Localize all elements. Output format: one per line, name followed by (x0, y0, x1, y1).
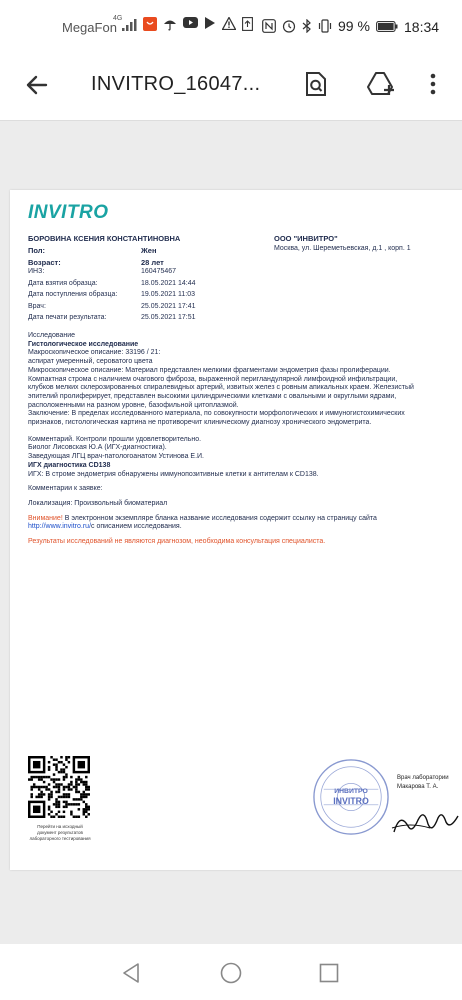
bluetooth-icon (302, 19, 312, 33)
study-line: Макроскопическое описание: 33196 / 21: (28, 349, 161, 357)
attention-line (28, 515, 458, 524)
vibrate-icon (318, 19, 332, 33)
add-to-drive-button[interactable] (363, 66, 399, 102)
nfc-icon (262, 19, 276, 33)
search-document-icon (305, 71, 329, 97)
umbrella-icon (163, 17, 177, 31)
qr-caption-line: документ результатов (37, 829, 83, 835)
localization: Локализация: Произвольный биоматериал (28, 499, 168, 507)
add-to-drive-icon (367, 71, 395, 97)
field-label: Дата взятия образца: (28, 280, 98, 287)
carrier-label: MegaFon (62, 20, 117, 35)
patient-name: БОРОВИНА КСЕНИЯ КОНСТАНТИНОВНА (28, 234, 181, 243)
study-line: эпителий пролиферирует, представлен высокими цилиндрическими клетками с овальными и округлыми ядрами, (28, 392, 397, 400)
study-line: Микроскопическое описание: Материал представлен мелкими фрагментами эндометрия фазы пролиферации. (28, 366, 391, 374)
field-value: 19.05.2021 11:03 (141, 291, 195, 298)
invitro-logo: INVITRO (28, 202, 109, 223)
study-label: Исследование (28, 332, 76, 339)
upload-icon (242, 17, 253, 31)
youtube-icon (183, 17, 198, 29)
qr-caption-line: Перейти на исходный (37, 824, 83, 829)
warning-icon (222, 17, 236, 30)
battery-icon (376, 21, 398, 32)
document-page[interactable] (10, 190, 462, 870)
nav-back-button[interactable] (116, 958, 146, 988)
field-label: Возраст: (28, 258, 61, 267)
search-document-button[interactable] (299, 66, 335, 102)
link-suffix: с описанием исследования. (91, 523, 182, 531)
link-line (28, 523, 458, 532)
field-label: Врач: (28, 303, 46, 310)
lab-stamp (312, 758, 390, 836)
aliexpress-icon (143, 17, 157, 31)
company-address: Москва, ул. Шереметьевская, д.1 , корп. 1 (274, 245, 411, 252)
company-name: ООО "ИНВИТРО" (274, 234, 338, 243)
field-label: Дата печати результата: (28, 314, 107, 321)
system-icons (262, 18, 398, 34)
qr-caption (18, 824, 102, 841)
clock: 18:34 (404, 19, 440, 35)
study-title: Гистологическое исследование (28, 340, 139, 348)
nav-home-button[interactable] (216, 958, 246, 988)
svg-text:INVITRO: INVITRO (333, 795, 369, 806)
field-value: 18.05.2021 14:44 (141, 280, 196, 287)
field-label: ИНЗ: (28, 268, 45, 275)
stamp-text-top: ИНВИТРО (334, 788, 368, 796)
nav-home-icon (220, 962, 242, 984)
comment-line: Комментарий. Контроли прошли удовлетворительно. (28, 435, 202, 443)
field-label: Дата поступления образца: (28, 291, 118, 298)
document-title: INVITRO_16047... (91, 73, 261, 95)
signal-icon (122, 19, 138, 31)
ihc-title: ИГХ диагностика CD138 (28, 461, 111, 469)
biologist-line: Биолог Лисовская Ю.А (ИГХ-диагностика). (28, 444, 167, 452)
alarm-icon (282, 19, 296, 33)
study-line: признаков, гистологическая картина не противоречит клиническому диагнозу хронического эндометрита. (28, 419, 372, 427)
field-value: 25.05.2021 17:41 (141, 303, 196, 310)
more-options-button[interactable] (415, 66, 451, 102)
qr-code[interactable] (28, 756, 90, 818)
field-value: 25.05.2021 17:51 (141, 314, 196, 321)
status-bar (0, 0, 462, 54)
head-line: Заведующая ЛГЦ врач-патологоанатом Устинова Е.И. (28, 453, 205, 461)
field-value: Жен (141, 246, 157, 255)
more-vert-icon (430, 73, 436, 95)
study-line: клубков мелких склерозированных спиралевидных артерий, извитых желез с ровным апикальных краем. Железистый (28, 384, 414, 392)
network-type: 4G (113, 15, 123, 22)
back-arrow-icon (20, 68, 54, 102)
order-comment: Комментарии к заявке: (28, 485, 103, 493)
invitro-link[interactable]: http://www.invitro.ru/ (28, 523, 92, 531)
qr-caption-line: лабораторного тестирования (29, 835, 91, 841)
signer-title: Врач лаборатории (397, 775, 449, 781)
signer-name: Макарова Т. А. (397, 784, 439, 790)
study-line: расположенными на разном уровне, базофильной цитоплазмой. (28, 401, 239, 409)
back-button[interactable] (20, 68, 54, 102)
nav-recents-icon (319, 963, 339, 983)
field-value: 160475467 (141, 268, 177, 275)
nav-recents-button[interactable] (314, 958, 344, 988)
app-bar (0, 54, 462, 121)
battery-percent: 99 % (338, 18, 370, 34)
study-line: Заключение: В пределах исследованного материала, по совокупности морфологических и иммуногистохимических (28, 410, 405, 418)
navigation-bar (0, 944, 462, 1000)
play-icon (204, 17, 216, 29)
study-section (28, 332, 458, 547)
study-line: Компактная строма с наличием очагового фиброза, выраженной перигландулярной лимфоидной инфильтрации, (28, 375, 398, 383)
handwritten-signature (390, 798, 462, 840)
field-label: Пол: (28, 246, 46, 255)
attention-text: В электронном экземпляре бланка название исследования содержит ссылку на страницу сайта (62, 514, 377, 522)
disclaimer: Результаты исследований не являются диагнозом, необходима консультация специалиста. (28, 538, 326, 546)
ihc-text: ИГХ: В строме эндометрия обнаружены иммунопозитивные клетки к антителам к CD138. (28, 470, 319, 478)
study-line: аспират умеренный, сероватого цвета (28, 358, 153, 366)
notification-icons (143, 17, 253, 31)
nav-back-icon (121, 962, 141, 984)
field-value: 28 лет (141, 258, 164, 267)
attention-label: Внимание! (28, 514, 63, 522)
